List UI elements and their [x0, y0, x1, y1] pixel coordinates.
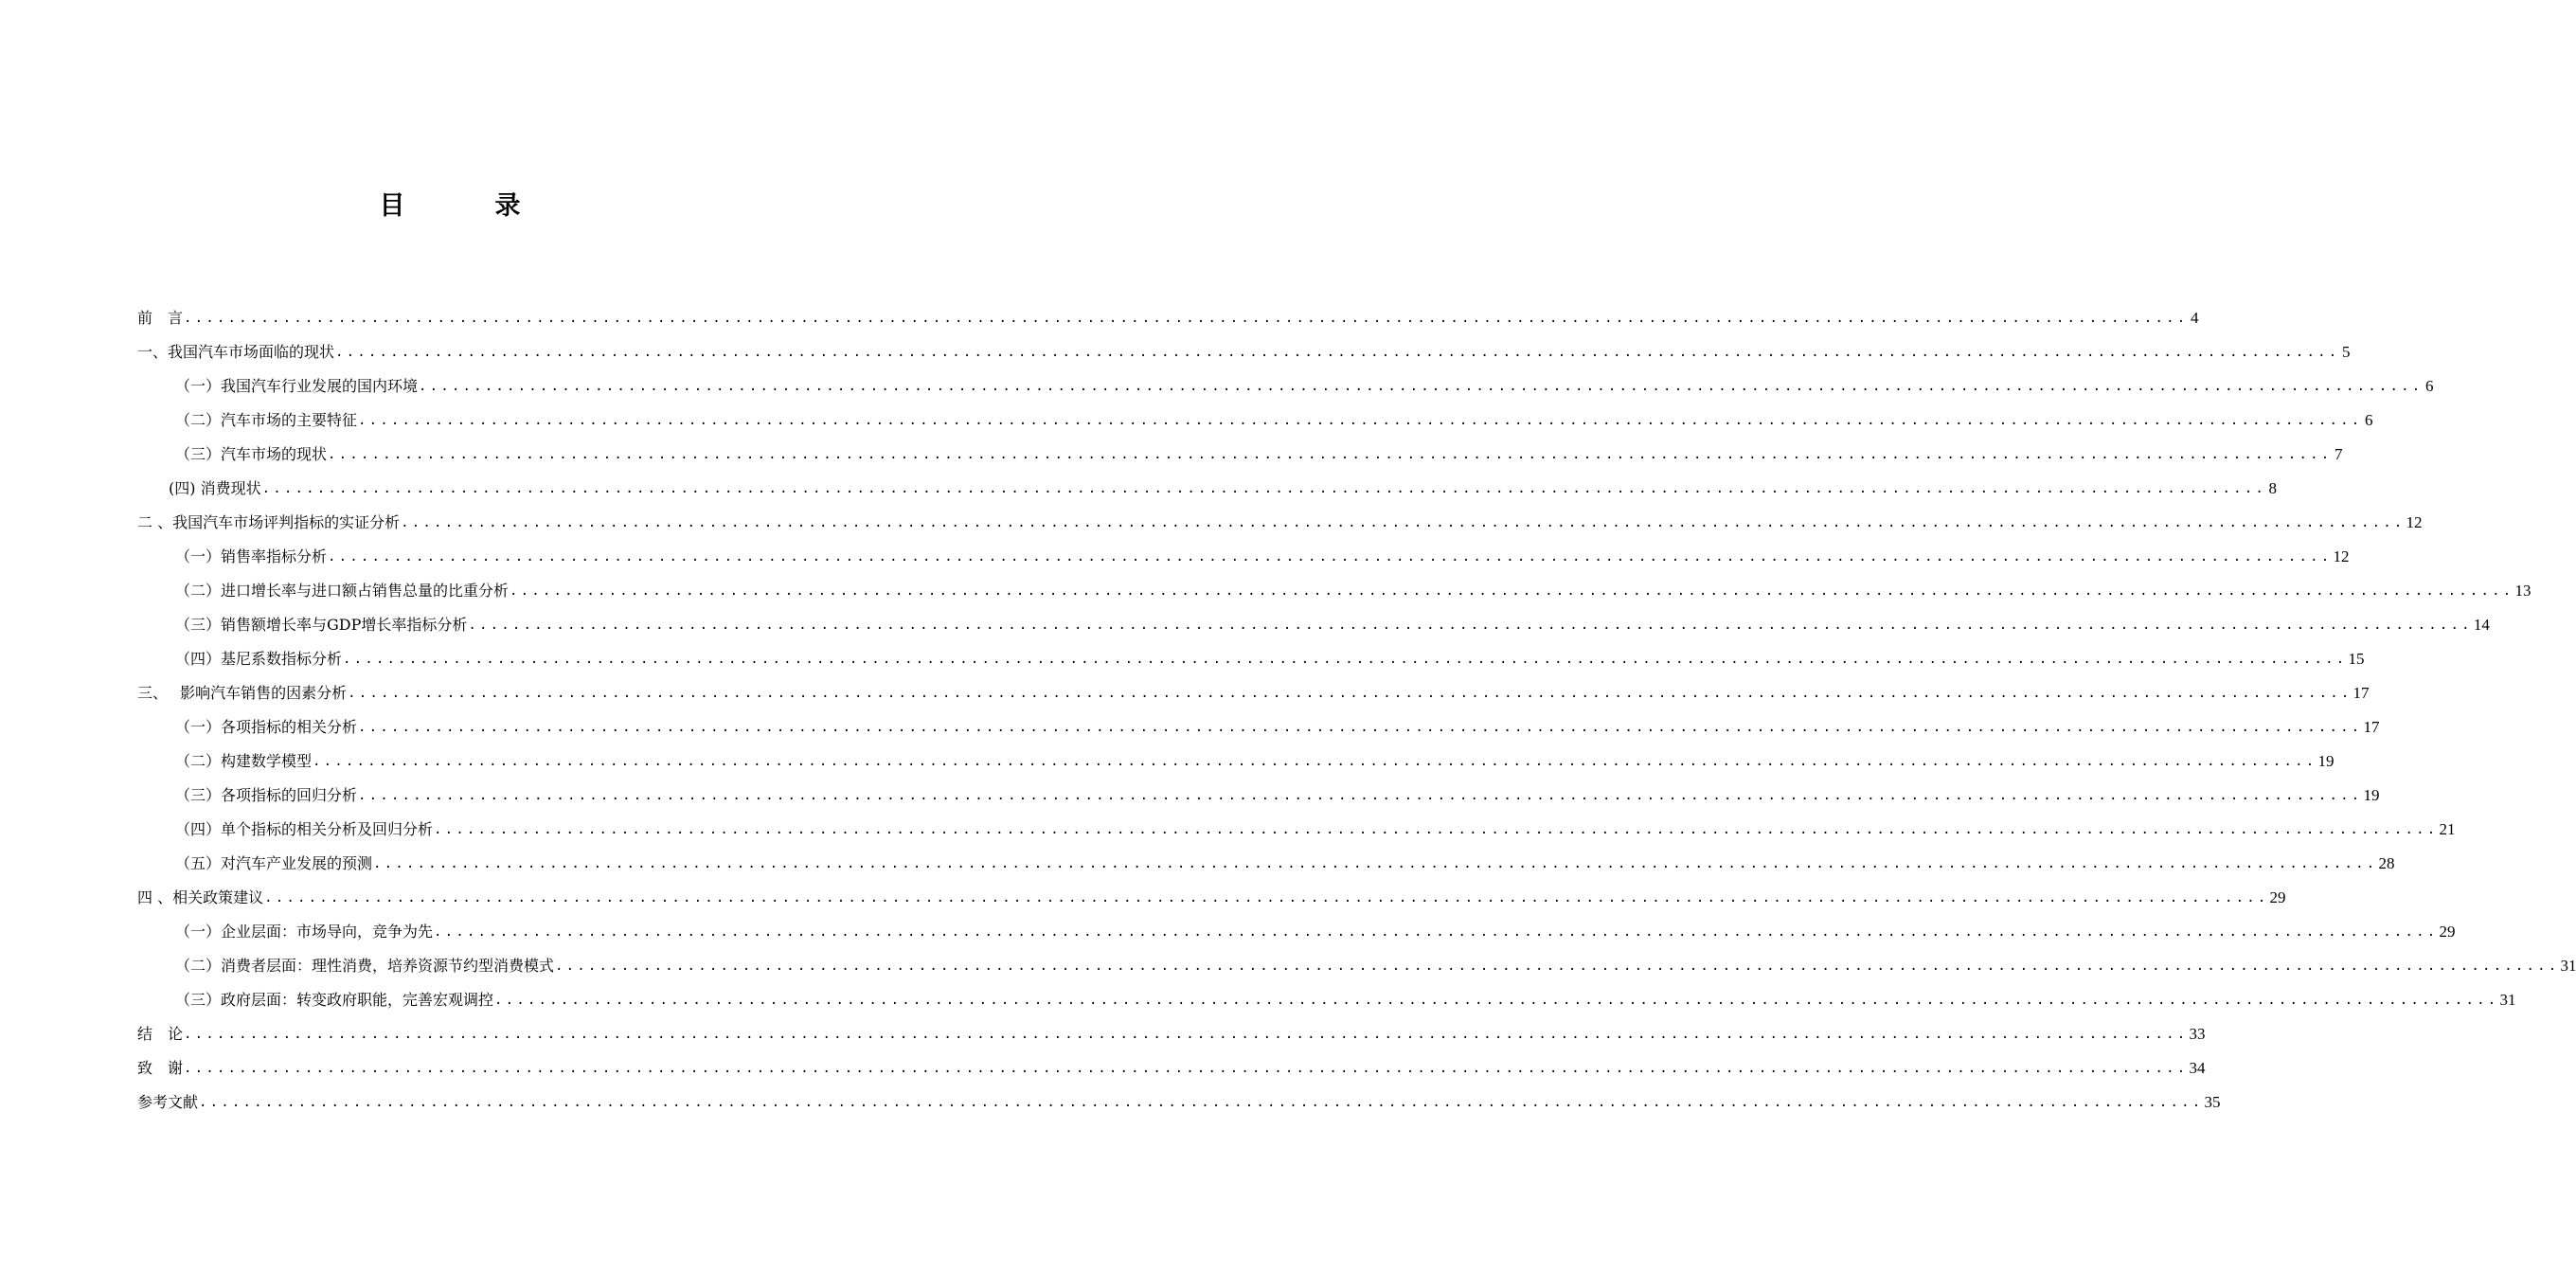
toc-entry[interactable]: [137, 1017, 2206, 1051]
toc-entry[interactable]: [137, 881, 2286, 915]
toc-leader-dots: ......................................................................................................................................................................................: [184, 311, 2189, 326]
toc-page-number: 14: [2473, 616, 2490, 634]
toc-entry-title: 参考文献: [137, 1093, 199, 1111]
toc-entry-title: （一）各项指标的相关分析: [175, 718, 358, 736]
toc-leader-dots: ......................................................................................................................................................................................: [184, 1061, 2189, 1076]
toc-entry[interactable]: [137, 403, 2373, 438]
toc-page-number: 5: [2341, 343, 2351, 361]
toc-entry[interactable]: [137, 710, 2380, 744]
toc-page-number: 29: [2269, 888, 2286, 906]
toc-page-number: 31: [2560, 957, 2576, 975]
toc-entry[interactable]: [137, 983, 2516, 1017]
toc-leader-dots: ......................................................................................................................................................................................: [335, 345, 2340, 360]
toc-page-number: 8: [2268, 479, 2278, 497]
toc-leader-dots: ......................................................................................................................................................................................: [358, 413, 2363, 428]
toc-entry-title: 四 、相关政策建议: [137, 888, 264, 906]
toc-leader-dots: ......................................................................................................................................................................................: [313, 754, 2317, 769]
toc-page-number: 15: [2348, 650, 2365, 668]
toc-leader-dots: ......................................................................................................................................................................................: [348, 686, 2352, 701]
toc-entry-title: 三、 影响汽车销售的因素分析: [137, 684, 348, 702]
toc-entry-title: （三）政府层面：转变政府职能，完善宏观调控: [175, 991, 494, 1009]
toc-leader-dots: ......................................................................................................................................................................................: [328, 549, 2333, 565]
toc-page-number: 17: [2363, 718, 2380, 736]
toc-entry-title: （五）对汽车产业发展的预测: [175, 854, 373, 872]
toc-leader-dots: ......................................................................................................................................................................................: [373, 856, 2378, 871]
toc-entry[interactable]: [137, 301, 2199, 335]
toc-page-number: 13: [2514, 582, 2531, 600]
toc-entry[interactable]: [137, 472, 2278, 506]
toc-entry[interactable]: [137, 642, 2365, 676]
toc-entry[interactable]: [137, 915, 2456, 949]
toc-entry[interactable]: [137, 1051, 2206, 1085]
toc-entry[interactable]: [137, 847, 2395, 881]
toc-leader-dots: ......................................................................................................................................................................................: [510, 583, 2514, 599]
toc-entry[interactable]: [137, 369, 2434, 403]
toc-entry-title: （三）销售额增长率与GDP增长率指标分析: [175, 616, 468, 634]
toc-entry-title: （四）基尼系数指标分析: [175, 650, 343, 668]
toc-entry-title: 致 谢: [137, 1059, 184, 1077]
toc-leader-dots: ......................................................................................................................................................................................: [401, 515, 2406, 530]
toc-leader-dots: ......................................................................................................................................................................................: [264, 890, 2269, 905]
toc-entry-title: （一）我国汽车行业发展的国内环境: [175, 377, 419, 395]
toc-entry-title: （二）进口增长率与进口额占销售总量的比重分析: [175, 582, 510, 600]
toc-page-number: 4: [2190, 309, 2199, 327]
toc-entry-title: （一）企业层面：市场导向，竞争为先: [175, 923, 434, 941]
toc-entry-title: （二）汽车市场的主要特征: [175, 411, 358, 429]
toc-leader-dots: ......................................................................................................................................................................................: [358, 788, 2363, 803]
toc-leader-dots: ......................................................................................................................................................................................: [494, 993, 2499, 1008]
toc-leader-dots: ......................................................................................................................................................................................: [199, 1095, 2204, 1110]
toc-entry-title: （三）汽车市场的现状: [175, 445, 328, 463]
toc-entry-title: （三）各项指标的回归分析: [175, 786, 358, 804]
toc-page-number: 28: [2378, 854, 2395, 872]
toc-page-number: 19: [2363, 786, 2380, 804]
toc-leader-dots: ......................................................................................................................................................................................: [358, 720, 2363, 735]
toc-page-number: 12: [2406, 513, 2423, 531]
toc-page-number: 33: [2189, 1025, 2206, 1043]
toc-leader-dots: ......................................................................................................................................................................................: [328, 447, 2333, 462]
toc-page-number: 29: [2439, 923, 2456, 941]
toc-page-number: 31: [2499, 991, 2516, 1009]
toc-entry-title: （一）销售率指标分析: [175, 547, 328, 565]
toc-entry[interactable]: [137, 335, 2351, 369]
toc-entry[interactable]: [137, 574, 2531, 608]
toc-page-number: 17: [2352, 684, 2370, 702]
toc-entry-title: 一、我国汽车市场面临的现状: [137, 343, 335, 361]
toc-leader-dots: ......................................................................................................................................................................................: [434, 924, 2439, 940]
toc-leader-dots: ......................................................................................................................................................................................: [434, 822, 2439, 837]
toc-page-number: 6: [2364, 411, 2373, 429]
toc-page-number: 35: [2204, 1093, 2221, 1111]
toc-leader-dots: ......................................................................................................................................................................................: [343, 652, 2348, 667]
toc-entry[interactable]: [137, 608, 2490, 642]
toc-page-number: 7: [2334, 445, 2343, 463]
toc-leader-dots: ......................................................................................................................................................................................: [184, 1027, 2189, 1042]
page-title: 目 录: [379, 191, 553, 221]
toc-entry[interactable]: [137, 676, 2370, 710]
toc-page-number: 21: [2439, 820, 2456, 838]
toc-entry[interactable]: [137, 506, 2423, 540]
toc-leader-dots: ......................................................................................................................................................................................: [261, 481, 2267, 496]
toc-entry-title: （二）消费者层面：理性消费，培养资源节约型消费模式: [175, 957, 555, 975]
toc-entry[interactable]: [137, 949, 2576, 983]
toc-entry[interactable]: [137, 540, 2350, 574]
toc-entry-title: 前 言: [137, 309, 184, 327]
toc-page-number: 19: [2317, 752, 2334, 770]
toc-page-number: 12: [2333, 547, 2350, 565]
toc-entry-title: 二 、我国汽车市场评判指标的实证分析: [137, 513, 401, 531]
toc-entry[interactable]: [137, 744, 2334, 779]
toc-entry[interactable]: [137, 1085, 2221, 1120]
toc-page-number: 6: [2424, 377, 2434, 395]
toc-entry-title: （二）构建数学模型: [175, 752, 313, 770]
toc-leader-dots: ......................................................................................................................................................................................: [555, 959, 2560, 974]
toc-entry[interactable]: [137, 779, 2380, 813]
toc-entry-title: 结 论: [137, 1025, 184, 1043]
toc-leader-dots: ......................................................................................................................................................................................: [468, 618, 2473, 633]
toc-entry[interactable]: [137, 438, 2343, 472]
toc-entry[interactable]: [137, 813, 2456, 847]
table-of-contents: [137, 301, 2576, 1120]
toc-leader-dots: ......................................................................................................................................................................................: [419, 379, 2424, 394]
toc-entry-title: (四) 消费现状: [169, 479, 261, 497]
toc-page-number: 34: [2189, 1059, 2206, 1077]
toc-entry-title: （四）单个指标的相关分析及回归分析: [175, 820, 434, 838]
